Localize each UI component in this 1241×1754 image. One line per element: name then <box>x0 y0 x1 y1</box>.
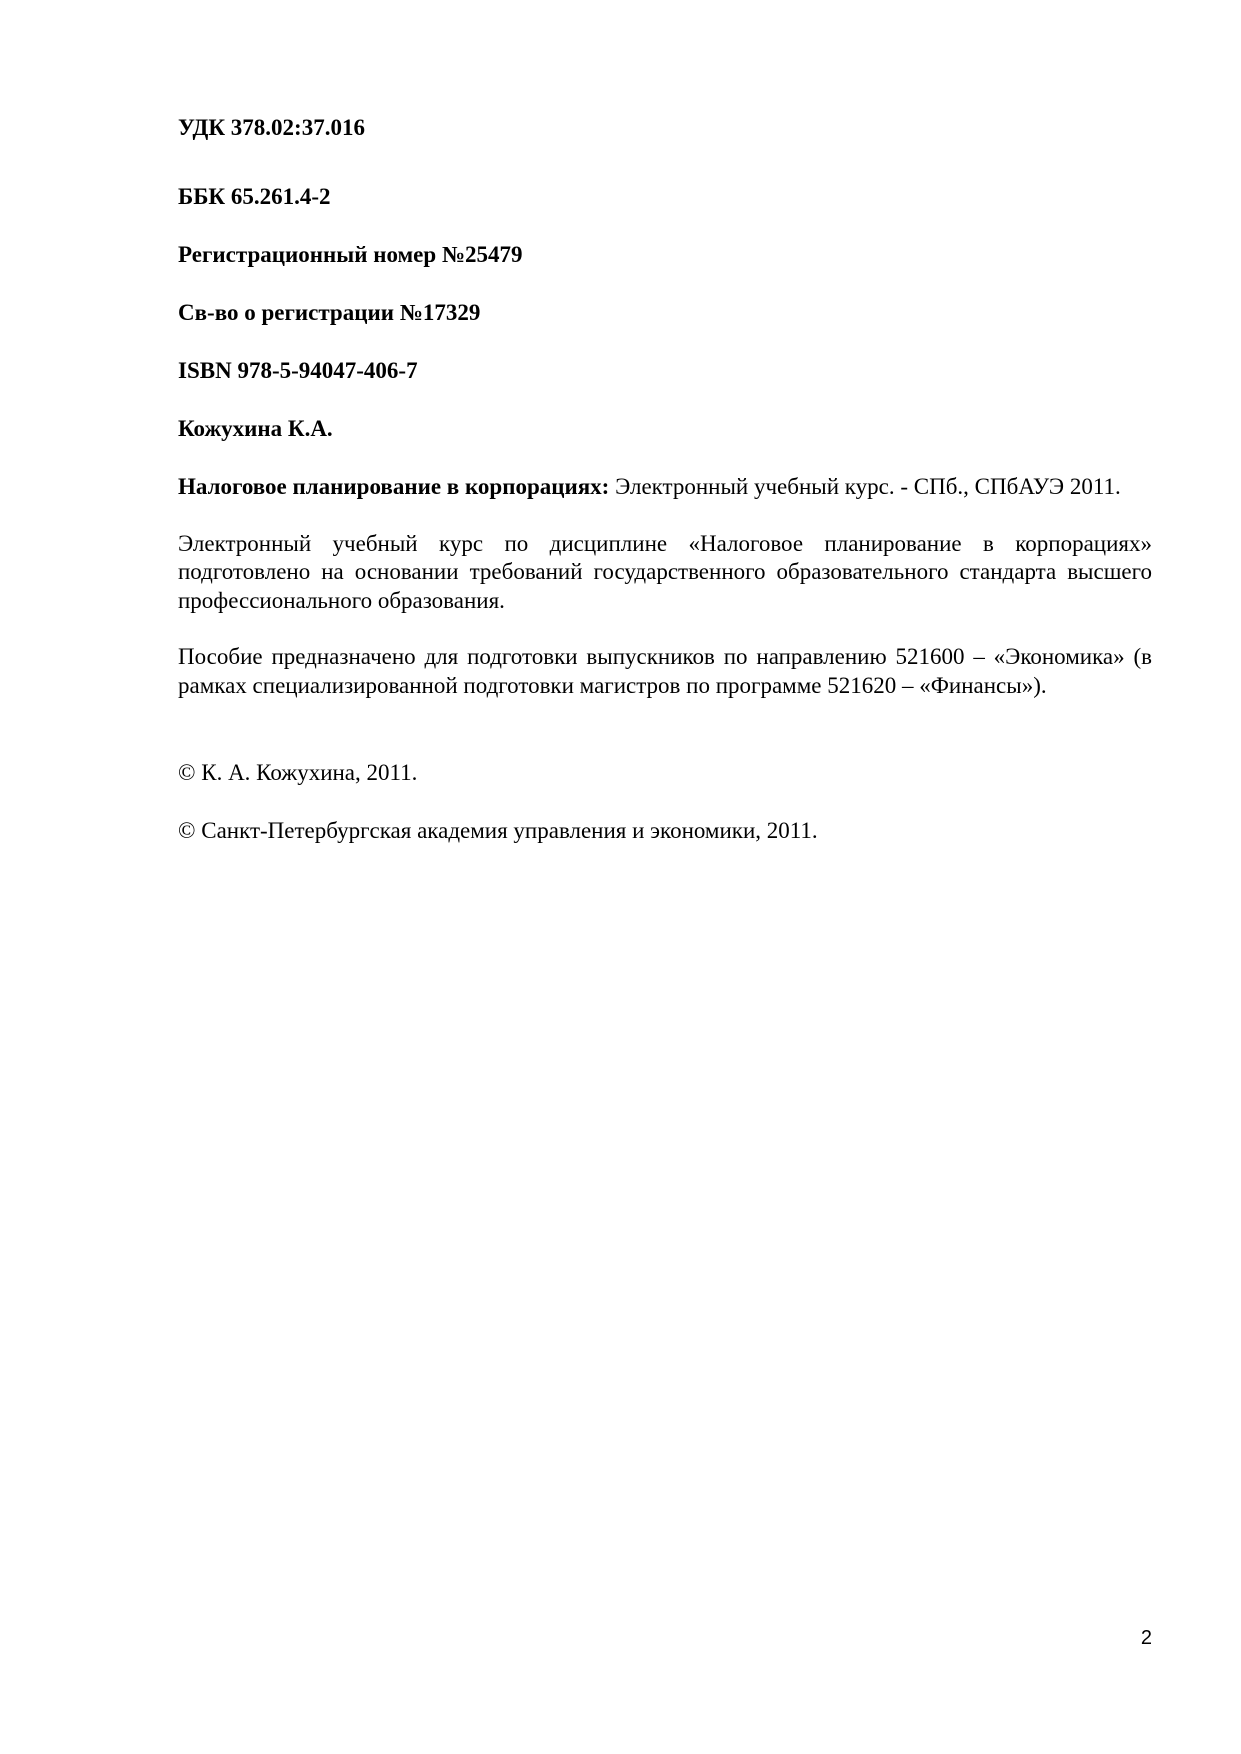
registration-number: Регистрационный номер №25479 <box>178 242 523 267</box>
audience-paragraph: Пособие предназначено для подготовки выпускников по направлению 521600 – «Экономика» (в рамках специализированной подготовки магистров по программе 521620 – «Финансы»). <box>178 644 1152 698</box>
author-name: Кожухина К.А. <box>178 416 333 441</box>
page-number: 2 <box>1140 1627 1152 1649</box>
page-content <box>178 113 1152 874</box>
bibliographic-entry <box>178 473 1152 502</box>
course-description: Электронный учебный курс. - СПб., СПбАУЭ 2011. <box>609 474 1121 499</box>
copyright-author: © К. А. Кожухина, 2011. <box>178 760 418 785</box>
course-basis-paragraph: Электронный учебный курс по дисциплине «Налоговое планирование в корпорациях» подготовлено на основании требований государственного образовательного стандарта высшего профессионального образования. <box>178 530 1152 613</box>
copyright-academy: © Санкт-Петербургская академия управления и экономики, 2011. <box>178 818 818 843</box>
isbn: ISBN 978-5-94047-406-7 <box>178 358 418 383</box>
bbk-code: ББК 65.261.4-2 <box>178 184 331 209</box>
course-title: Налоговое планирование в корпорациях: <box>178 474 610 499</box>
udk-code: УДК 378.02:37.016 <box>178 115 365 140</box>
registration-certificate: Св-во о регистрации №17329 <box>178 300 481 325</box>
